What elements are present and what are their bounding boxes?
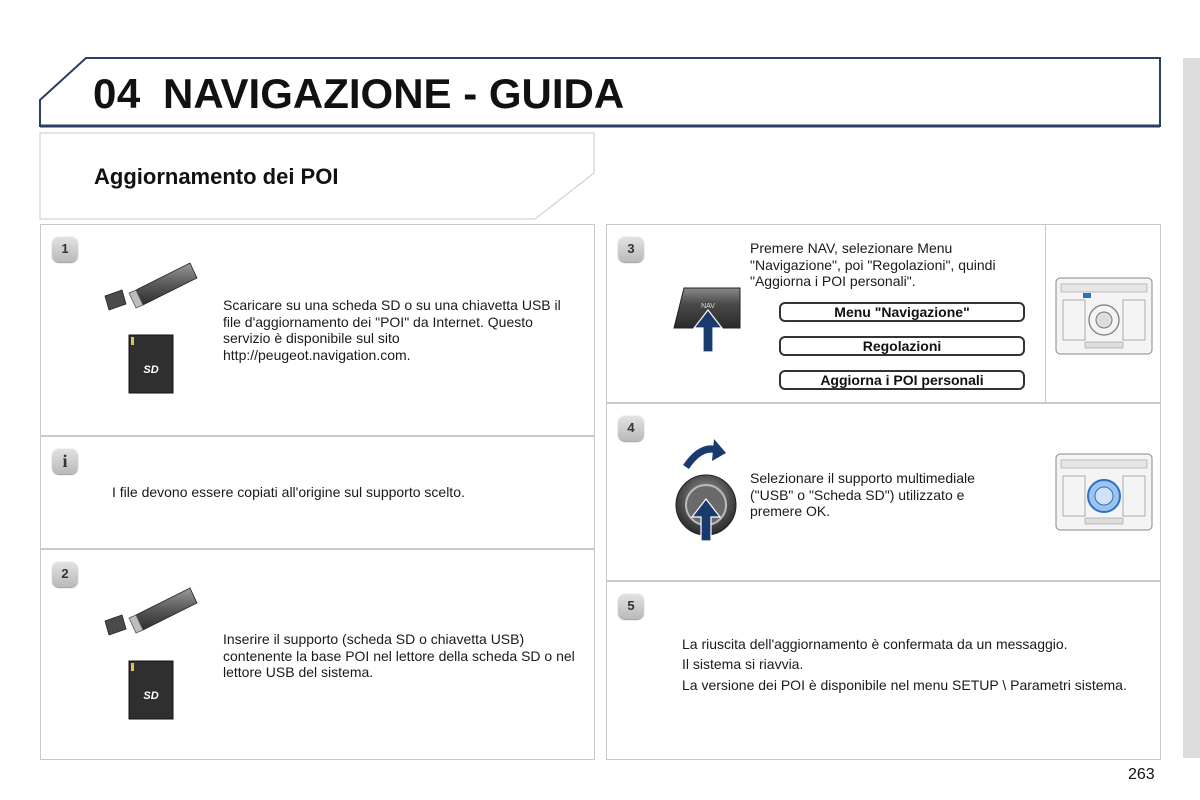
radio-console-icon	[1055, 452, 1153, 532]
menu-navigazione-button: Menu "Navigazione"	[779, 302, 1025, 322]
step-1-text: Scaricare su una scheda SD o su una chiavetta USB il file d'aggiornamento dei "POI" da Internet. Questo servizio è disponibile sul sito http://peugeot.navigation.com.	[223, 297, 561, 363]
section-frame	[0, 0, 600, 225]
step-1-badge: 1	[52, 236, 78, 262]
nav-button-label: NAV	[701, 303, 715, 310]
chapter-title: NAVIGAZIONE - GUIDA	[163, 70, 625, 117]
step-2-text: Inserire il supporto (scheda SD o chiavetta USB) contenente la base POI nel lettore della scheda SD o nel lettore USB del sistema.	[223, 631, 575, 680]
usb-stick-icon	[100, 583, 200, 643]
regolazioni-button: Regolazioni	[779, 336, 1025, 356]
page-number: 263	[1128, 766, 1155, 783]
step-5-badge: 5	[618, 593, 644, 619]
sd-card-icon	[127, 333, 177, 397]
step-5-line-2: Il sistema si riavvia.	[682, 656, 804, 672]
sd-card-label: SD	[143, 690, 159, 702]
chapter-number: 04	[93, 70, 141, 117]
step-5-line-3: La versione dei POI è disponibile nel menu SETUP \ Parametri sistema.	[682, 677, 1127, 693]
aggiorna-poi-button: Aggiorna i POI personali	[779, 370, 1025, 390]
side-tab	[1183, 58, 1200, 758]
sd-card-icon	[127, 659, 177, 723]
section-title: Aggiornamento dei POI	[94, 164, 339, 189]
sd-card-label: SD	[143, 364, 159, 376]
info-icon: i	[52, 448, 78, 474]
step-2-badge: 2	[52, 561, 78, 587]
radio-console-icon	[1055, 276, 1153, 356]
info-text: I file devono essere copiati all'origine sul supporto scelto.	[112, 484, 465, 500]
step-3-badge: 3	[618, 236, 644, 262]
nav-button-icon	[668, 284, 748, 356]
rotary-knob-icon	[668, 437, 748, 547]
step-5-line-1: La riuscita dell'aggiornamento è confermata da un messaggio.	[682, 636, 1068, 652]
rotate-arrow-icon	[686, 439, 726, 467]
step-3-text: Premere NAV, selezionare Menu "Navigazione", poi "Regolazioni", quindi "Aggiorna i POI personali".	[750, 240, 996, 289]
step-4-badge: 4	[618, 415, 644, 441]
usb-stick-icon	[100, 258, 200, 318]
step-4-text: Selezionare il supporto multimediale ("USB" o "Scheda SD") utilizzato e premere OK.	[750, 470, 975, 519]
